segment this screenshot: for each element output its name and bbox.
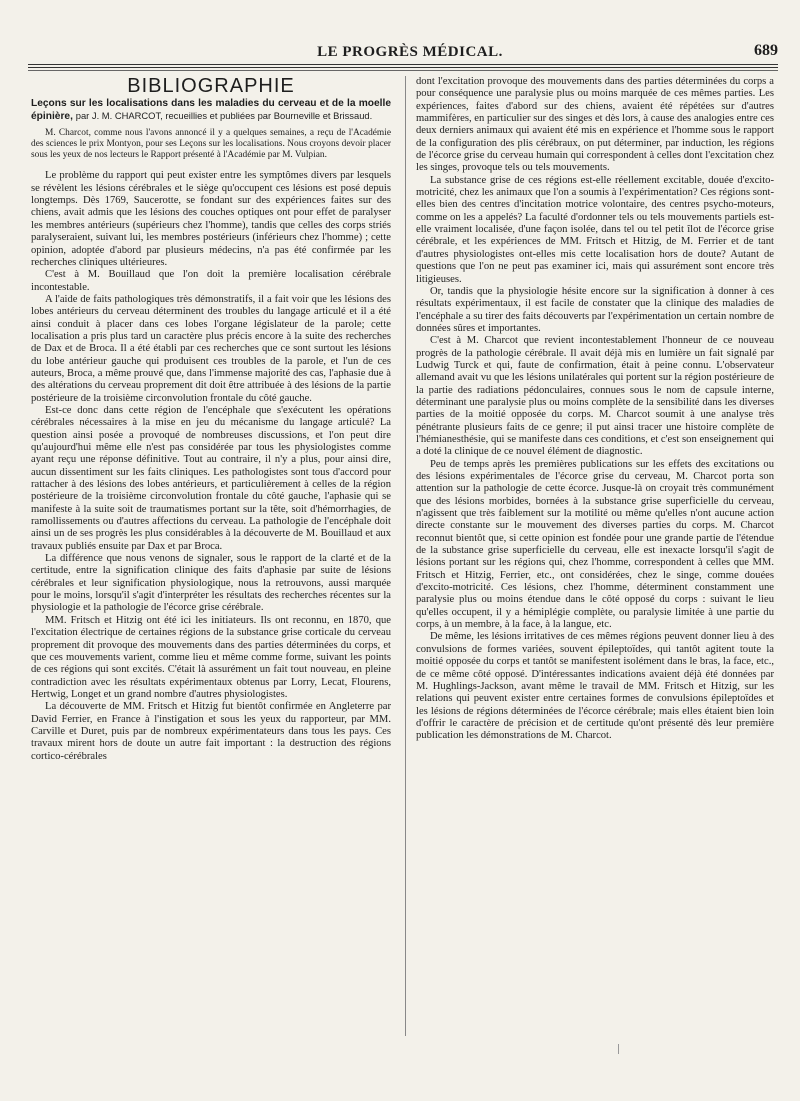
paragraph: C'est à M. Bouillaud que l'on doit la première localisation cérébrale incontestable.	[31, 269, 391, 293]
paragraph: MM. Fritsch et Hitzig ont été ici les initiateurs. Ils ont reconnu, en 1870, que l'excitation électrique de certaines régions de la substance grise corticale du cerveau proprement dit provoque des mouvements dans des parties déterminées du corps, et que ces mouvements varient, comme lieu et même comme forme, suivant les points de ces régions qui sont excités. C'était là assurément un fait tout nouveau, en pleine contradiction avec les résultats expérimentaux obtenus par Lorry, Lecat, Flourens, Hertwig, Longet et un grand nombre d'autres physiologistes.	[31, 614, 391, 700]
header-rule	[28, 64, 778, 65]
paragraph: Peu de temps après les premières publications sur les effets des excitations ou des lésions expérimentales de l'écorce grise du cerveau, M. Charcot porta son attention sur la pathologie de cette écorce. Jusque-là on croyait très communément que des lésions morbides, bornées à la substance grise superficielle du cerveau, n'agissent que très faiblement sur la motilité ou même qu'elles n'ont aucune action directe constante sur le mouvement des diverses parties du corps. M. Charcot reconnut bientôt que, si cette opinion est fondée pour une grande partie de l'étendue de la substance grise superficielle du cerveau, elle est inexacte lorsqu'il s'agit de lésions portant sur les régions qui, chez l'homme, correspondent à celles que MM. Fritsch et Hitzig, Ferrier, etc., ont considérées, chez le singe, comme douées d'excito-motricité. Ces lésions, chez l'homme, déterminent constamment une paralysie plus ou moins étendue dans le côté opposé du corps : suivant le lieu qu'elles occupent, il y a hémiplégie complète, ou paralysie limitée à une partie du corps, à un membre, à la face, à la langue, etc.	[416, 458, 774, 631]
page-number: 689	[754, 42, 778, 59]
paragraph: A l'aide de faits pathologiques très démonstratifs, il a fait voir que les lésions des lobes antérieurs du cerveau déterminent des troubles du langage articulé et il a été ainsi conduit à placer dans ces lobes l'organe législateur de la parole; cette localisation a pris plus tard un caractère plus précis encore à la suite des recherches de Dax et de Broca. Il a été établi par ces recherches que ce sont surtout les lésions du lobe antérieur gauche qui produisent ces troubles de la parole, et l'un de ces auteurs, Broca, a même prouvé que, dans l'immense majorité des cas, l'aphasie due à des altérations du cerveau proprement dit doit être attribuée à des lésions de la partie postérieure de la troisième circonvolution frontale du côté gauche.	[31, 293, 391, 404]
reference-author: par J. M. CHARCOT, recueillies et publiées par Bourneville et Brissaud.	[75, 109, 373, 121]
paragraph: C'est à M. Charcot que revient incontestablement l'honneur de ce nouveau progrès de la pathologie cérébrale. Il avait déjà mis en lumière un fait signalé par Ludwig Turck et qui, faute de confirmation, était à peine connu. L'observateur allemand avait vu que les lésions unilatérales qui portent sur la région postérieure de la partie des radiations pédonculaires, connues sous le nom de capsule interne, déterminant une paralysie plus ou moins complète de la sensibilité dans les diverses parties de la moitié opposée du corps. M. Charcot soumit à une analyse très pénétrante plusieurs faits de ce genre; il put ainsi tracer une histoire complète de l'hémianesthésie, qui se manifeste dans ces conditions, et c'est son enseignement qui a doté la clinique de ce nouvel élément de diagnostic.	[416, 335, 775, 458]
right-column	[416, 76, 774, 743]
paragraph: Or, tandis que la physiologie hésite encore sur la signification à donner à ces résultats expérimentaux, il est facile de constater que la clinique des maladies de l'encéphale a su tirer des faits découverts par l'expérimentation un certain nombre de données sûres et importantes.	[416, 285, 774, 334]
journal-title: LE PROGRÈS MÉDICAL.	[317, 44, 503, 60]
reference-title: Leçons sur les localisations dans les maladies du cerveau et de la moelle épinière,	[31, 98, 391, 122]
paragraph: Le problème du rapport qui peut exister entre les symptômes divers par lesquels se révèlent les lésions cérébrales et le siège qu'occupent ces lésions est posé depuis longtemps. Dès 1769, Saucerotte, se fondant sur des expériences faites sur des chiens, avait admis que les lésions des couches optiques ont pour effet de paralyser les membres antérieurs (supérieurs chez l'homme), tandis que celles des corps striés paralyseraient, suivant lui, les membres postérieurs (inférieurs chez l'homme) ; cette opinion, adoptée d'abord par plusieurs médecins, n'a pas été confirmée par les recherches cliniques ultérieures.	[31, 170, 391, 268]
header-rule	[28, 70, 778, 71]
header-rule	[28, 67, 778, 68]
paragraph: De même, les lésions irritatives de ces mêmes régions peuvent donner lieu à des convulsions de formes variées, souvent épileptoïdes, qui tantôt agitent toute la moitié opposée du corps et tantôt se manifestent isolément dans le bras, la face, etc., de ce même côté opposé. D'intéressantes indications avaient déjà été données par M. Hughlings-Jackson, avant même le travail de MM. Fritsch et Hitzig, sur les relations qui peuvent exister entre certaines formes de convulsions épileptoïdes et les lésions de régions déterminées de l'écorce cérébrale; mais elles étaient bien loin d'offrir le caractère de précision et de certitude qu'ont présenté dès leur première publication les démonstrations de M. Charcot.	[416, 631, 774, 742]
column-divider	[405, 76, 406, 1036]
editorial-note: M. Charcot, comme nous l'avons annoncé il y a quelques semaines, a reçu de l'Académie des sciences le prix Montyon, pour ses Leçons sur les localisations. Nous croyons devoir placer sous les yeux de nos lecteurs le Rapport présenté à l'Académie par M. Vulpian.	[31, 128, 391, 160]
section-title: BIBLIOGRAPHIE	[127, 75, 295, 97]
paragraph: La substance grise de ces régions est-elle réellement excitable, douée d'excito-motricité, chez les animaux que l'on a soumis à l'expérimentation? Ces régions sont-elles bien des centres d'incitation motrice volontaire, des centres psycho-moteurs, comme on les a appelés? La faculté d'ordonner tels ou tels mouvements partiels est-elle vraiment localisée, d'une façon isolée, dans tel ou tel petit îlot de l'écorce grise cérébrale, et les expériences de MM. Fritsch et Hitzig, de M. Ferrier et de tant d'autres physiologistes ont-elles mis cette localisation hors de doute? Autant de questions que l'on ne peut pas examiner ici, mais qui assurément sont encore très litigieuses.	[416, 174, 774, 285]
paragraph: Est-ce donc dans cette région de l'encéphale que s'exécutent les opérations cérébrales nécessaires à la mise en jeu du mécanisme du langage articulé? La question ainsi posée a provoqué de nombreuses discussions, et l'on peut dire qu'aujourd'hui même elle n'est pas considérée par tous les physiologistes comme ayant reçu une réponse définitive. Tout au contraire, il n'y a plus, pour ainsi dire, aucun dissentiment sur les faits cliniques. Les pathologistes sont tous d'accord pour rattacher à des lésions des lobes antérieurs, et particulièrement à celles de la région postérieure de la troisième circonvolution frontale du côté gauche, l'aphasie qui se manifeste à la suite soit de traumatismes portant sur la tête, soit d'hémorrhagies, de ramollissements ou d'autres affections du cerveau. La pathologie de l'encéphale doit ainsi un de ses progrès les plus considérables à la découverte de M. Bouillaud et aux travaux publiés ensuite par Dax et par Broca.	[31, 404, 391, 552]
left-column	[31, 76, 391, 763]
paragraph: La différence que nous venons de signaler, sous le rapport de la clarté et de la certitude, entre la signification clinique des faits d'aphasie par suite de lésions cérébrales et leur signification physiologique, nous la retrouvons, aussi marquée pour le moins, lorsqu'il s'agit d'interpréter les résultats des recherches récentes sur la physiologie et la pathologie de l'écorce grise cérébrale.	[31, 553, 391, 614]
paragraph: La découverte de MM. Fritsch et Hitzig fut bientôt confirmée en Angleterre par David Ferrier, en France à l'instigation et sous les yeux du rapporteur, par MM. Carville et Duret, puis par de nombreux expérimentateurs dans tous les pays. Ces travaux mirent hors de doute un autre fait important : la destruction des régions cortico-cérébrales	[31, 701, 391, 762]
paragraph: dont l'excitation provoque des mouvements dans des parties déterminées du corps a pour conséquence une paralysie plus ou moins marquée de ces mêmes parties. Les expériences, faites d'abord sur des chiens, avaient été répétées sur d'autres mammifères, en particulier sur des singes et dès lors, à cause des analogies entre ces deux derniers animaux qui avaient été mis en expérience et l'homme sous le rapport de la configuration des plis cérébraux, on put déterminer, par induction, les régions de l'écorce grise du cerveau humain qui correspondent à celles dont l'excitation chez les singes, provoque tels ou tels mouvements.	[416, 76, 774, 174]
print-mark	[618, 1044, 621, 1054]
reference-entry	[31, 98, 391, 122]
